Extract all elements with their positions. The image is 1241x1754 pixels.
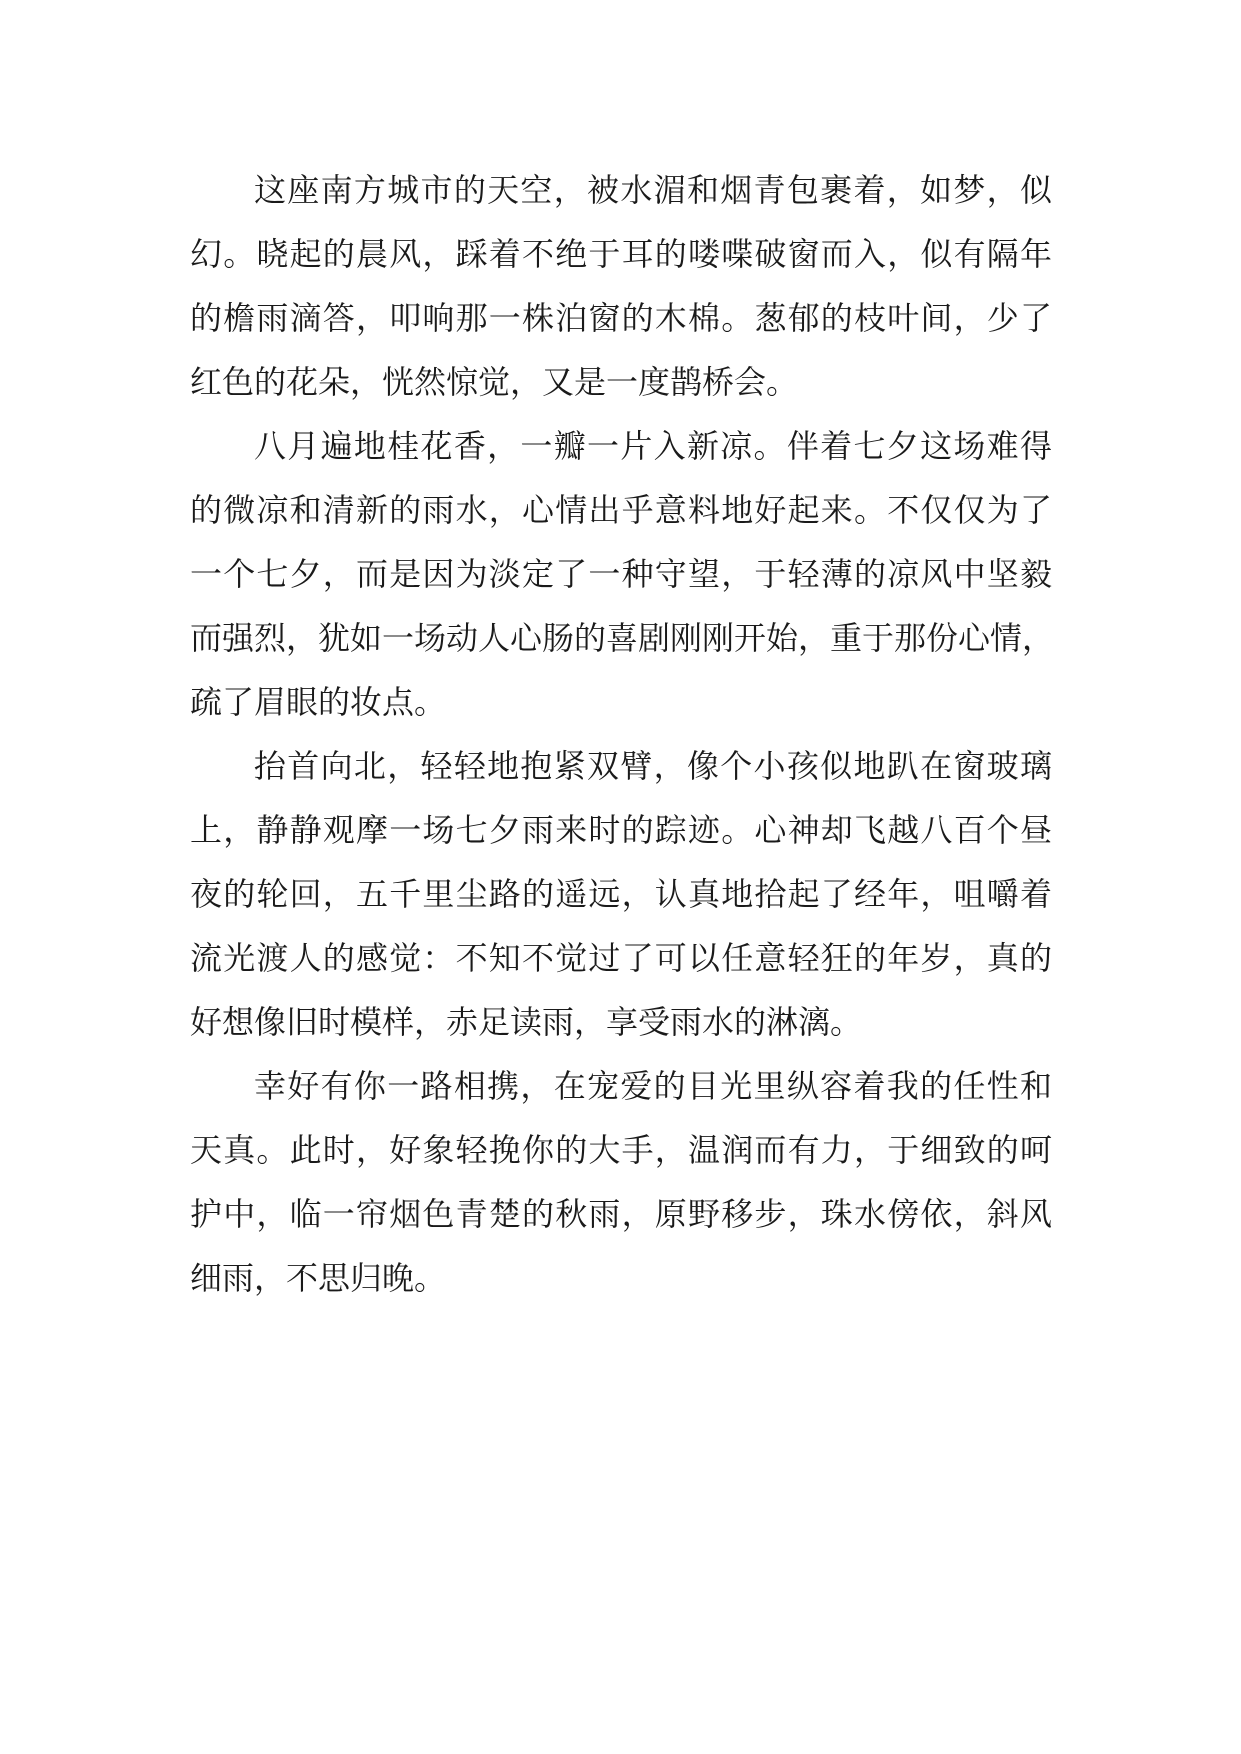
paragraph-3 — [190, 734, 1052, 1054]
paragraph-line: 护中，临一帘烟色青楚的秋雨，原野移步，珠水傍依，斜风 — [190, 1195, 1052, 1233]
paragraph-line: 的檐雨滴答，叩响那一株泊窗的木棉。葱郁的枝叶间，少了 — [190, 299, 1052, 337]
paragraph-line: 的微凉和清新的雨水，心情出乎意料地好起来。不仅仅为了 — [190, 491, 1052, 529]
paragraph-line: 流光渡人的感觉：不知不觉过了可以任意轻狂的年岁，真的 — [190, 939, 1052, 977]
paragraph-2 — [190, 414, 1055, 734]
paragraph-line: 这座南方城市的天空，被水湄和烟青包裹着，如梦，似 — [254, 171, 1052, 209]
paragraph-1 — [190, 158, 1052, 414]
paragraph-line: 幻。晓起的晨风，踩着不绝于耳的喽喋破窗而入，似有隔年 — [190, 235, 1052, 273]
paragraph-line: 抬首向北，轻轻地抱紧双臂，像个小孩似地趴在窗玻璃 — [254, 747, 1052, 785]
paragraph-line: 八月遍地桂花香，一瓣一片入新凉。伴着七夕这场难得 — [254, 427, 1052, 465]
paragraph-line: 天真。此时，好象轻挽你的大手，温润而有力，于细致的呵 — [190, 1131, 1052, 1169]
paragraph-line: 上，静静观摩一场七夕雨来时的踪迹。心神却飞越八百个昼 — [190, 811, 1052, 849]
paragraph-4 — [190, 1054, 1052, 1310]
document-body — [190, 158, 1055, 1310]
paragraph-line: 而强烈，犹如一场动人心肠的喜剧刚刚开始，重于那份心情， — [190, 619, 1055, 657]
paragraph-line: 疏了眉眼的妆点。 — [190, 683, 447, 721]
paragraph-line: 夜的轮回，五千里尘路的遥远，认真地拾起了经年，咀嚼着 — [190, 875, 1052, 913]
paragraph-line: 一个七夕，而是因为淡定了一种守望，于轻薄的凉风中坚毅 — [190, 555, 1052, 593]
paragraph-line: 好想像旧时模样，赤足读雨，享受雨水的淋漓。 — [190, 1003, 863, 1041]
paragraph-line: 幸好有你一路相携，在宠爱的目光里纵容着我的任性和 — [254, 1067, 1052, 1105]
paragraph-line: 红色的花朵，恍然惊觉，又是一度鹊桥会。 — [190, 363, 799, 401]
paragraph-line: 细雨，不思归晚。 — [190, 1259, 447, 1297]
